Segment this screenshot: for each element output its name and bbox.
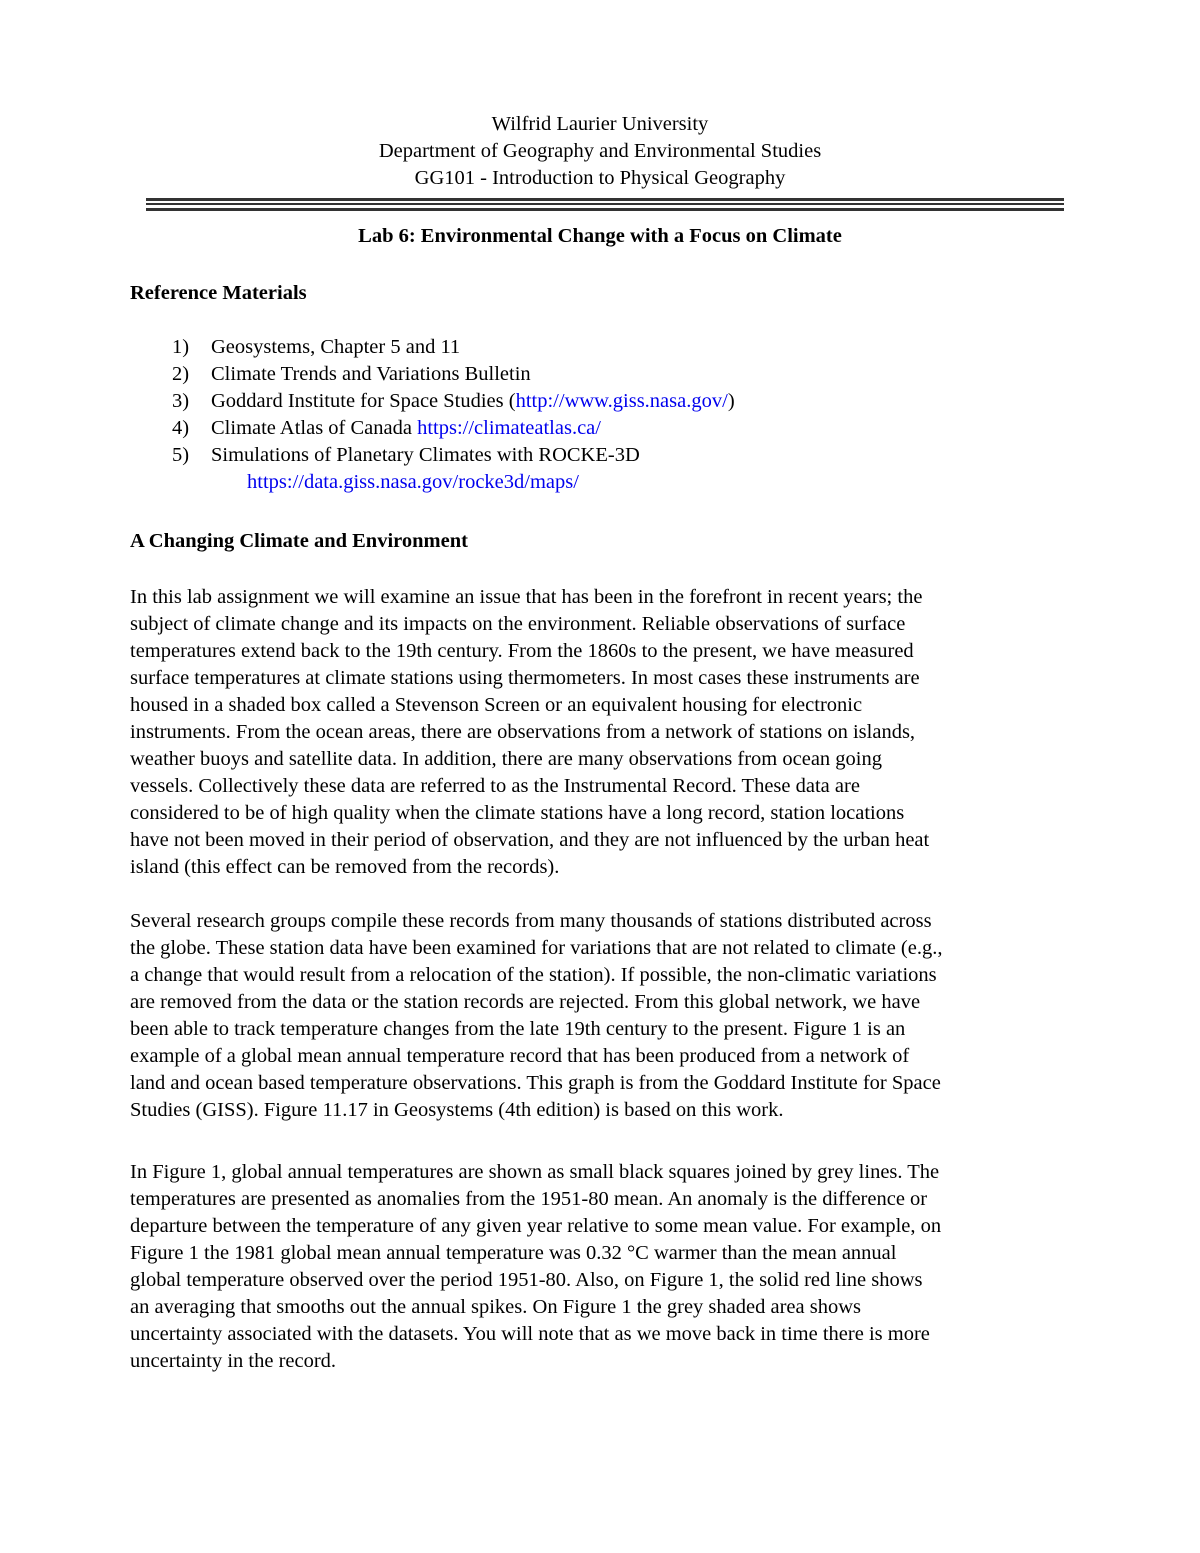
reference-text-line xyxy=(211,415,601,442)
reference-number: 3) xyxy=(172,390,190,412)
paragraph-line: uncertainty associated with the datasets. You will note that as we move back in time there is more xyxy=(130,1323,930,1345)
reference-text: Simulations of Planetary Climates with ROCKE-3D xyxy=(211,444,640,466)
lab-title: Lab 6: Environmental Change with a Focus on Climate xyxy=(358,225,842,247)
paragraph-line: departure between the temperature of any given year relative to some mean value. For example, on xyxy=(130,1215,942,1237)
paragraph-line: island (this effect can be removed from the records). xyxy=(130,856,560,878)
paragraph-research-groups xyxy=(130,908,1070,1124)
course-name: GG101 - Introduction to Physical Geography xyxy=(414,167,786,189)
paragraph-line: are removed from the data or the station records are rejected. From this global network, we have xyxy=(130,991,921,1013)
reference-number: 1) xyxy=(172,336,190,358)
climate-atlas-link[interactable]: https://climateatlas.ca/ xyxy=(417,417,601,439)
paragraph-figure-description xyxy=(130,1159,1070,1375)
paragraph-line: surface temperatures at climate stations using thermometers. In most cases these instruments are xyxy=(130,667,920,689)
paragraph-line: vessels. Collectively these data are referred to as the Instrumental Record. These data are xyxy=(130,775,860,797)
paragraph-line: weather buoys and satellite data. In addition, there are many observations from ocean going xyxy=(130,748,882,770)
paragraph-line: Several research groups compile these records from many thousands of stations distributed across xyxy=(130,910,932,932)
reference-number: 4) xyxy=(172,417,190,439)
paragraph-line: In this lab assignment we will examine an issue that has been in the forefront in recent years; the xyxy=(130,586,923,608)
paragraph-line: instruments. From the ocean areas, there are observations from a network of stations on islands, xyxy=(130,721,916,743)
paragraph-line: a change that would result from a relocation of the station). If possible, the non-climatic variations xyxy=(130,964,937,986)
rocke3d-link[interactable]: https://data.giss.nasa.gov/rocke3d/maps/ xyxy=(247,471,579,493)
paragraph-line: temperatures are presented as anomalies from the 1951-80 mean. An anomaly is the difference or xyxy=(130,1188,928,1210)
paragraph-line: have not been moved in their period of observation, and they are not influenced by the urban heat xyxy=(130,829,930,851)
reference-text: Climate Trends and Variations Bulletin xyxy=(211,363,531,385)
paragraph-line: temperatures extend back to the 19th century. From the 1860s to the present, we have measured xyxy=(130,640,914,662)
header-rule-top xyxy=(146,198,1064,201)
giss-link[interactable]: http://www.giss.nasa.gov/ xyxy=(515,390,728,412)
paragraph-line: uncertainty in the record. xyxy=(130,1350,337,1372)
reference-text: Geosystems, Chapter 5 and 11 xyxy=(211,336,461,358)
paragraph-line: Studies (GISS). Figure 11.17 in Geosystems (4th edition) is based on this work. xyxy=(130,1099,784,1121)
paragraph-line: housed in a shaded box called a Stevenson Screen or an equivalent housing for electronic xyxy=(130,694,863,716)
department-name: Department of Geography and Environmental Studies xyxy=(378,140,822,162)
paragraph-instrumental-record xyxy=(130,584,1070,881)
reference-text: Goddard Institute for Space Studies ( xyxy=(211,390,516,412)
paragraph-line: considered to be of high quality when the climate stations have a long record, station locations xyxy=(130,802,905,824)
university-name: Wilfrid Laurier University xyxy=(491,113,709,135)
reference-materials-heading: Reference Materials xyxy=(130,282,307,304)
paragraph-line: an averaging that smooths out the annual spikes. On Figure 1 the grey shaded area shows xyxy=(130,1296,861,1318)
paragraph-line: the globe. These station data have been examined for variations that are not related to climate (e.g., xyxy=(130,937,943,959)
header-rule-bottom xyxy=(146,208,1064,211)
paragraph-line: subject of climate change and its impacts on the environment. Reliable observations of surface xyxy=(130,613,906,635)
section-heading: A Changing Climate and Environment xyxy=(130,530,468,552)
paragraph-line: example of a global mean annual temperature record that has been produced from a network of xyxy=(130,1045,910,1067)
reference-text-line xyxy=(211,388,735,415)
paragraph-line: In Figure 1, global annual temperatures are shown as small black squares joined by grey lines. The xyxy=(130,1161,940,1183)
header-rule-middle xyxy=(146,203,1064,205)
reference-text: Climate Atlas of Canada xyxy=(211,417,418,439)
paragraph-line: land and ocean based temperature observations. This graph is from the Goddard Institute for Space xyxy=(130,1072,941,1094)
reference-suffix: ) xyxy=(727,390,735,412)
paragraph-line: Figure 1 the 1981 global mean annual temperature was 0.32 °C warmer than the mean annual xyxy=(130,1242,897,1264)
paragraph-line: been able to track temperature changes from the late 19th century to the present. Figure 1 is an xyxy=(130,1018,906,1040)
reference-number: 2) xyxy=(172,363,190,385)
reference-number: 5) xyxy=(172,444,190,466)
paragraph-line: global temperature observed over the period 1951-80. Also, on Figure 1, the solid red line shows xyxy=(130,1269,923,1291)
